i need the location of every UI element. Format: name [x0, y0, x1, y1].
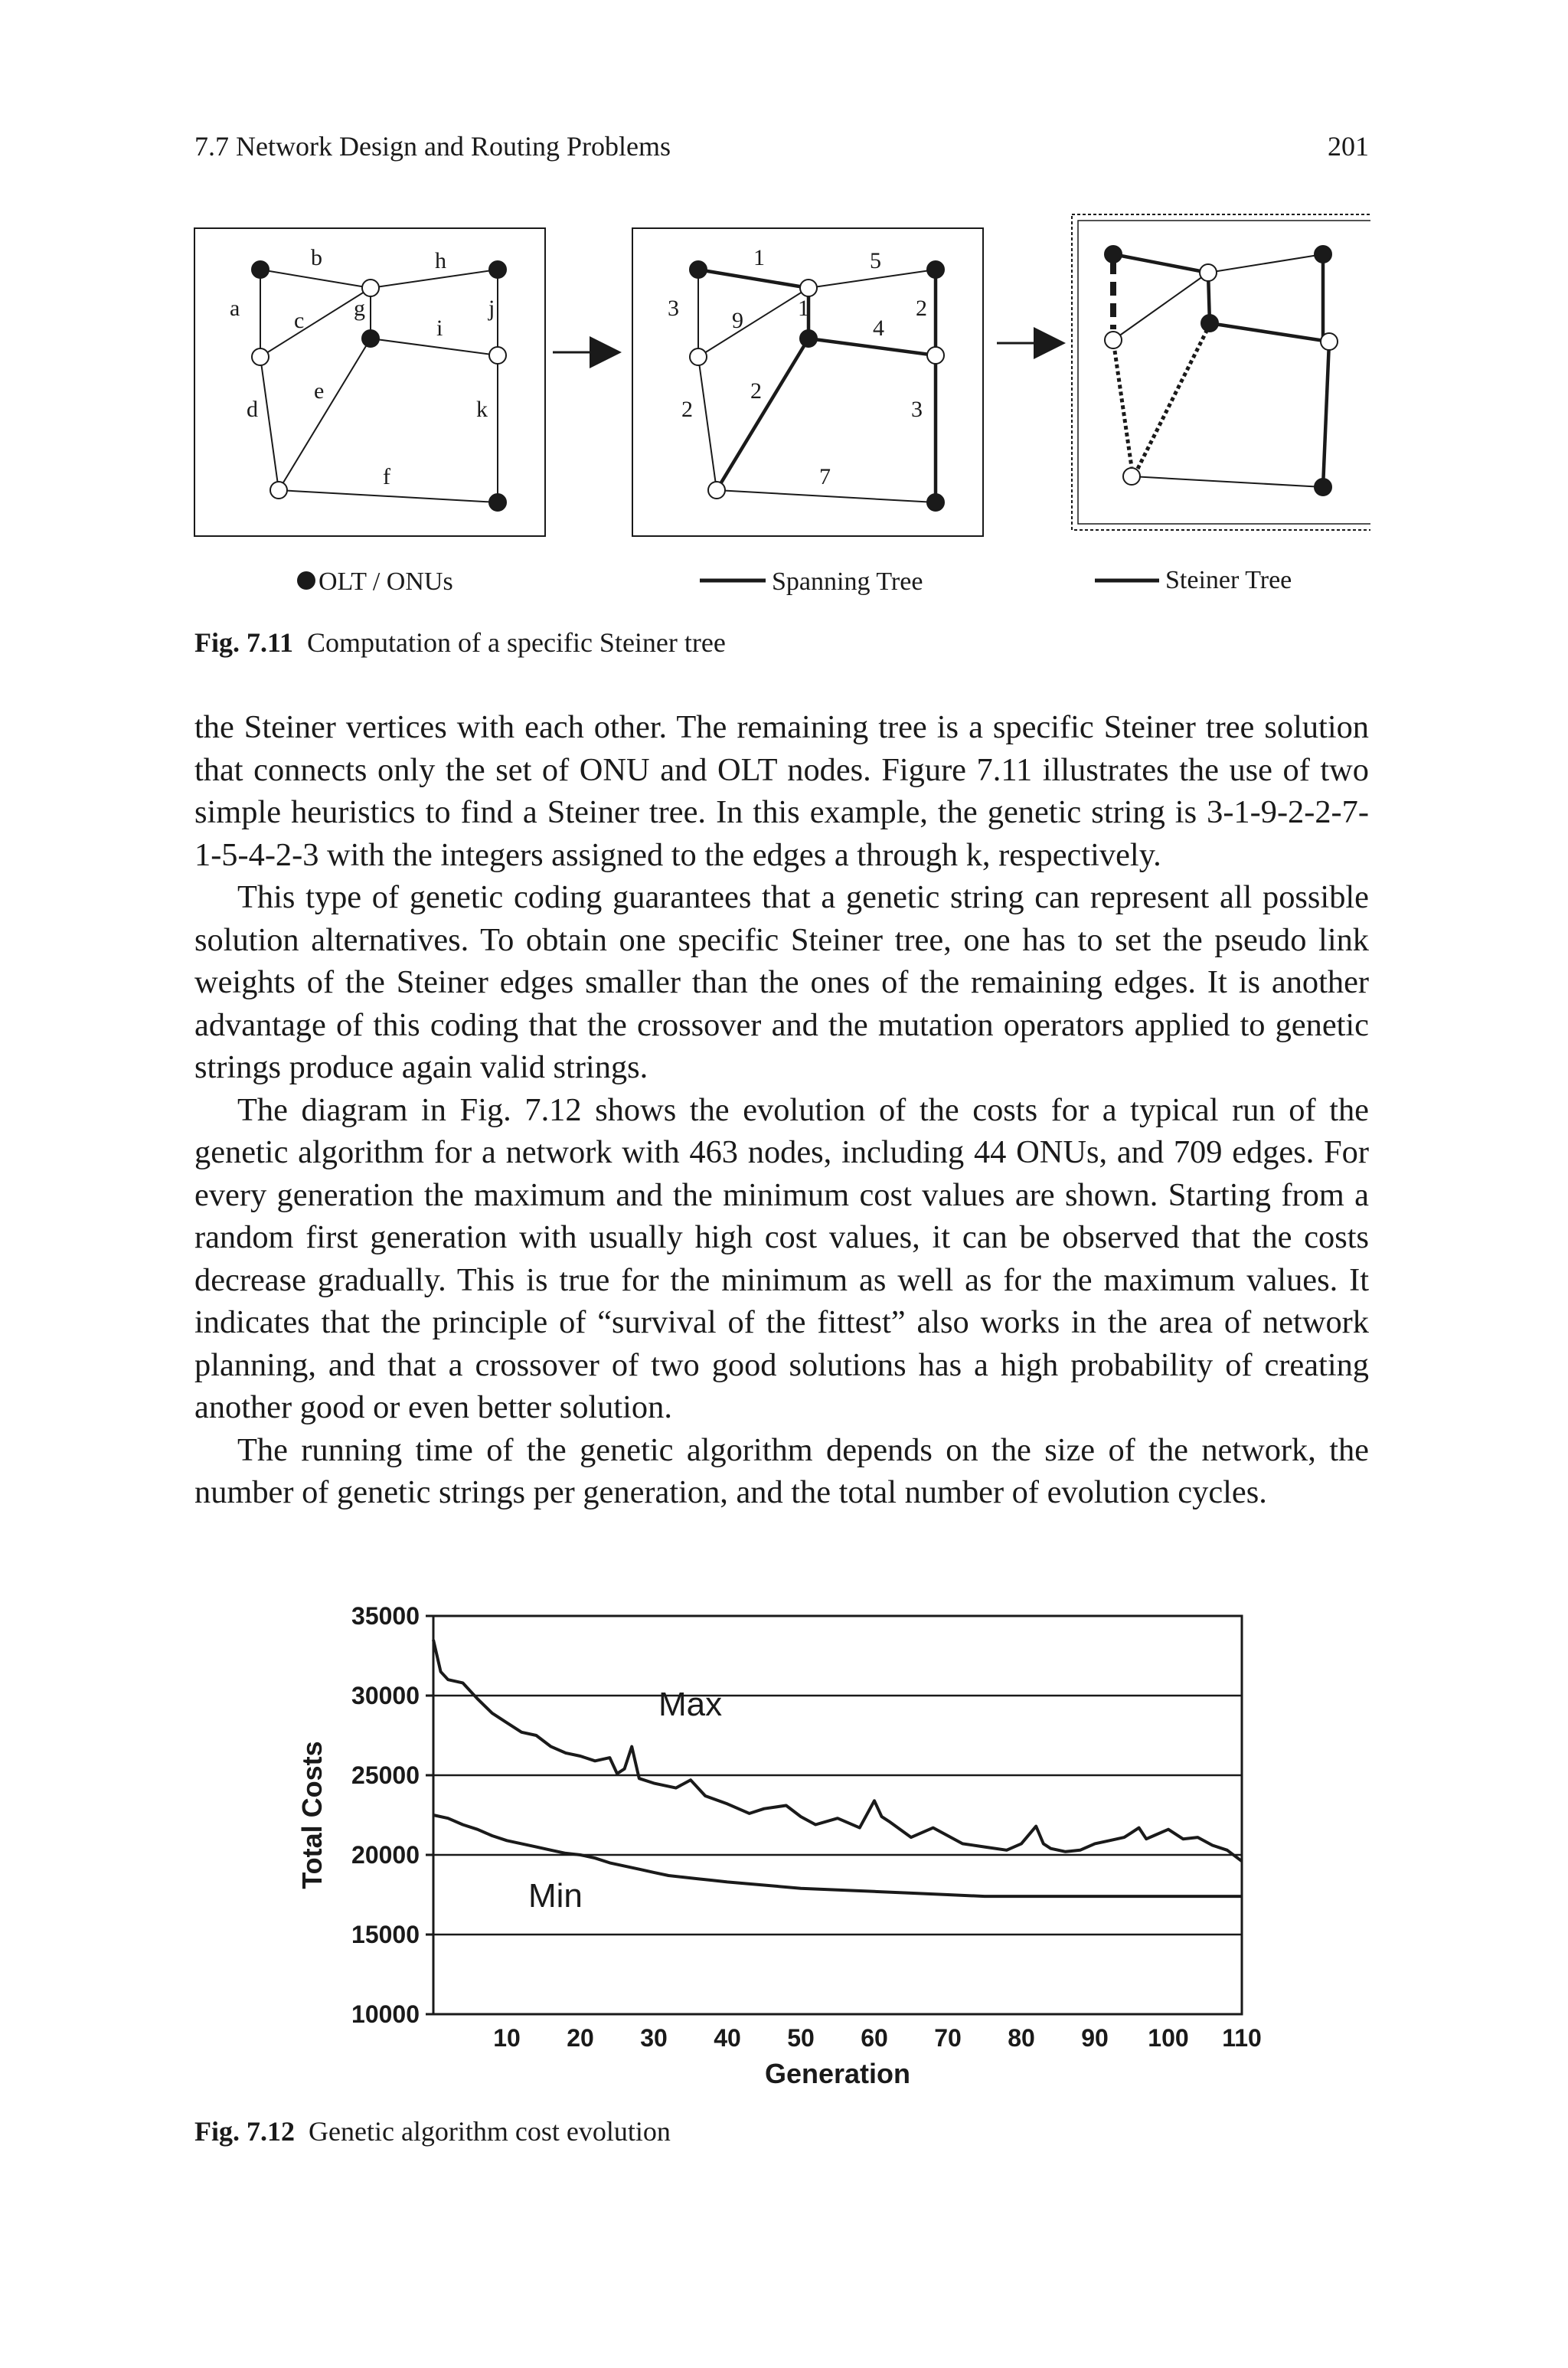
caption-text: Computation of a specific Steiner tree	[307, 627, 726, 658]
legend-spanning-tree: Spanning Tree	[772, 567, 923, 596]
edge-label-c: c	[294, 308, 305, 333]
annotation-min: Min	[528, 1877, 583, 1915]
panel-original-graph	[194, 228, 545, 536]
y-tick-label: 35000	[351, 1602, 420, 1630]
x-tick-label: 60	[861, 2024, 888, 2052]
running-head	[194, 130, 1369, 168]
edge-label-f: f	[383, 464, 390, 489]
figure-legend	[297, 566, 1292, 596]
legend-node-icon	[297, 571, 315, 590]
y-axis-label: Total Costs	[296, 1741, 328, 1889]
weight-g: 1	[798, 296, 809, 321]
x-tick-label: 90	[1081, 2024, 1109, 2052]
edge-label-g: g	[354, 296, 365, 321]
figure-7-11-caption	[194, 626, 726, 659]
x-tick-label: 110	[1222, 2024, 1262, 2052]
y-tick-label: 15000	[351, 1921, 420, 1948]
x-tick-label: 40	[714, 2024, 741, 2052]
body-text	[194, 706, 1369, 1514]
paragraph: This type of genetic coding guarantees that a genetic string can represent all possible solution alternatives. To obtain one specific Steiner tree, one has to set the pseudo link weights of the Steiner edges smaller than the ones of the remaining edges. It is another advantage of this coding that the crossover and the mutation operators applied to genetic strings produce again valid strings.	[194, 879, 1369, 1085]
paragraph: The diagram in Fig. 7.12 shows the evolution of the costs for a typical run of the genetic algorithm for a network with 463 nodes, including 44 ONUs, and 709 edges. For every generation the maximum and the minimum cost values are shown. Starting from a random first generation with usually high cost values, it can be observed that the costs decrease gradually. This is true for the minimum as well as for the maximum values. It indicates that the principle of “survival of the fittest” also works in the area of network planning, and that a crossover of two good solutions has a high probability of creating another good or even better solution.	[194, 1091, 1369, 1425]
edge-label-e: e	[314, 378, 325, 404]
caption-text: Genetic algorithm cost evolution	[309, 2116, 671, 2147]
weight-i: 4	[873, 316, 884, 341]
section-title: 7.7 Network Design and Routing Problems	[194, 131, 671, 162]
x-tick-label: 100	[1148, 2024, 1189, 2052]
edge-label-k: k	[476, 397, 488, 422]
caption-label: Fig. 7.11	[194, 627, 294, 658]
x-tick-label: 10	[493, 2024, 521, 2052]
x-tick-label: 80	[1008, 2024, 1035, 2052]
figure-7-12	[283, 1593, 1294, 2106]
legend-steiner-tree: Steiner Tree	[1165, 566, 1292, 594]
paragraph: The running time of the genetic algorithm depends on the size of the network, the number of genetic strings per generation, and the total number of evolution cycles.	[194, 1431, 1369, 1510]
x-tick-label: 50	[787, 2024, 815, 2052]
panel-spanning-tree	[632, 228, 983, 536]
paragraph: the Steiner vertices with each other. The remaining tree is a specific Steiner tree solution that connects only the set of ONU and OLT nodes. Figure 7.11 illustrates the use of two simple heuristics to find a Steiner tree. In this example, the genetic string is 3-1-9-2-2-7-1-5-4-2-3 with the integers assigned to the edges a through k, respectively.	[194, 709, 1369, 873]
y-tick-label: 25000	[351, 1761, 420, 1789]
weight-a: 3	[668, 296, 679, 321]
legend-olt-onus: OLT / ONUs	[318, 567, 453, 596]
edge-label-j: j	[488, 296, 495, 321]
figure-7-12-caption	[194, 2115, 671, 2147]
edge-label-b: b	[311, 245, 322, 270]
caption-label: Fig. 7.12	[194, 2116, 295, 2147]
panel-steiner-tree	[1072, 214, 1370, 530]
plot-area	[433, 1616, 1242, 2014]
x-axis-label: Generation	[764, 2058, 911, 2089]
x-tick-label: 20	[567, 2024, 594, 2052]
steiner-diagram	[191, 207, 1370, 620]
weight-h: 5	[870, 248, 881, 273]
y-tick-label: 30000	[351, 1682, 420, 1709]
weight-f: 7	[819, 464, 831, 489]
weight-k: 3	[911, 397, 923, 422]
edge-label-a: a	[230, 296, 240, 321]
weight-j: 2	[916, 296, 927, 321]
cost-evolution-chart	[283, 1593, 1294, 2106]
weight-b: 1	[753, 245, 765, 270]
weight-e: 2	[750, 378, 762, 404]
edge-label-d: d	[247, 397, 258, 422]
weight-d: 2	[681, 397, 693, 422]
edge-label-i: i	[436, 316, 443, 341]
edge-label-h: h	[435, 248, 446, 273]
annotation-max: Max	[658, 1686, 723, 1723]
y-tick-label: 20000	[351, 1841, 420, 1869]
page-number: 201	[1328, 131, 1369, 162]
x-tick-label: 70	[934, 2024, 962, 2052]
figure-7-11	[191, 207, 1370, 620]
weight-c: 9	[732, 308, 743, 333]
y-tick-label: 10000	[351, 2000, 420, 2028]
x-tick-label: 30	[640, 2024, 668, 2052]
